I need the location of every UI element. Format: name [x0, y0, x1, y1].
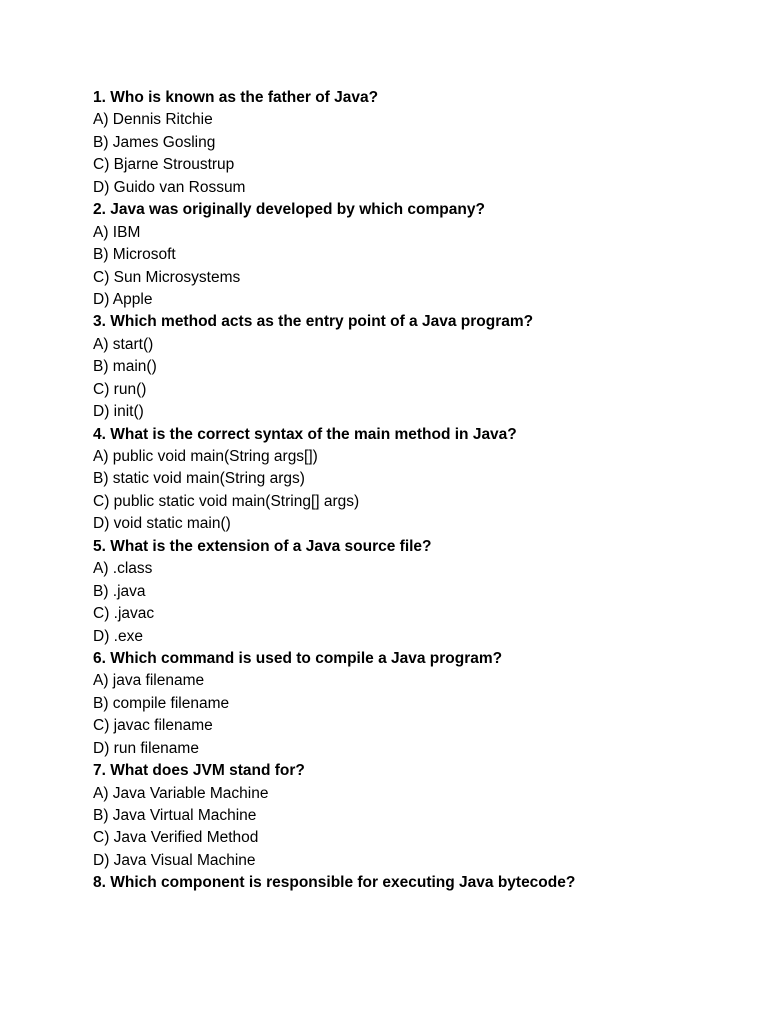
question-6-option-c: C) javac filename	[93, 717, 213, 735]
question-3-option-a: A) start()	[93, 335, 154, 353]
question-5-option-c: C) .javac	[93, 605, 155, 623]
question-7-option-b: B) Java Virtual Machine	[93, 807, 257, 824]
question-4-option-d: D) void static main()	[93, 515, 231, 533]
question-2: 2. Java was originally developed by which company?	[93, 201, 485, 219]
question-7-option-c: C) Java Verified Method	[93, 829, 259, 847]
question-2-option-b: B) Microsoft	[93, 246, 176, 264]
question-3-option-d: D) init()	[93, 403, 144, 421]
question-5: 5. What is the extension of a Java source file?	[93, 537, 432, 555]
question-4-option-a: A) public void main(String args[])	[93, 448, 318, 465]
question-1-option-a: A) Dennis Ritchie	[93, 111, 213, 129]
question-4-option-b: B) static void main(String args)	[93, 470, 305, 488]
question-2-option-d: D) Apple	[93, 290, 153, 308]
question-1-option-b: B) James Gosling	[93, 133, 216, 151]
question-6-option-d: D) run filename	[93, 739, 199, 757]
question-3: 3. Which method acts as the entry point of a Java program?	[93, 313, 534, 331]
question-1-option-c: C) Bjarne Stroustrup	[93, 156, 235, 174]
question-1-option-d: D) Guido van Rossum	[93, 178, 246, 196]
quiz-document	[93, 87, 733, 895]
question-7: 7. What does JVM stand for?	[93, 762, 305, 780]
question-7-option-a: A) Java Variable Machine	[93, 784, 269, 802]
question-5-option-a: A) .class	[93, 560, 153, 578]
question-2-option-c: C) Sun Microsystems	[93, 268, 241, 286]
question-3-option-c: C) run()	[93, 380, 147, 398]
question-5-option-d: D) .exe	[93, 627, 143, 645]
question-6: 6. Which command is used to compile a Java program?	[93, 649, 503, 667]
question-4-option-c: C) public static void main(String[] args)	[93, 492, 360, 510]
question-1: 1. Who is known as the father of Java?	[93, 89, 379, 106]
question-3-option-b: B) main()	[93, 358, 157, 376]
question-6-option-a: A) java filename	[93, 672, 205, 690]
question-2-option-a: A) IBM	[93, 223, 141, 241]
question-5-option-b: B) .java	[93, 582, 146, 600]
question-8: 8. Which component is responsible for executing Java bytecode?	[93, 874, 576, 892]
question-4: 4. What is the correct syntax of the main method in Java?	[93, 425, 517, 443]
question-6-option-b: B) compile filename	[93, 694, 230, 712]
question-7-option-d: D) Java Visual Machine	[93, 851, 256, 869]
